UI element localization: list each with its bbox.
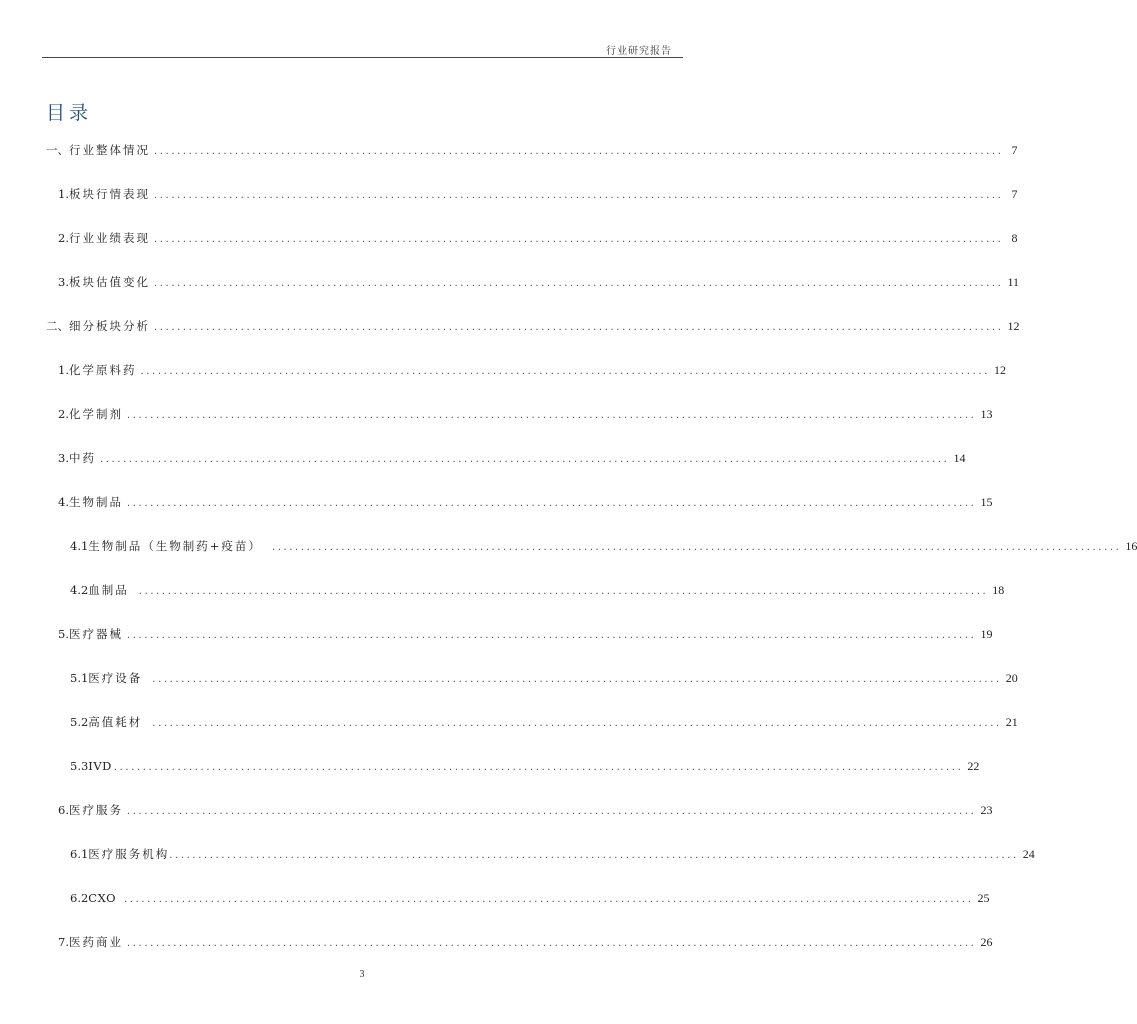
toc-entry-label: 血制品: [88, 583, 129, 597]
toc-entry-label: 中药: [68, 451, 96, 465]
toc-dot-leader: ...................................................................................................................................................: [152, 718, 1002, 729]
toc-entry-number: 3.: [58, 451, 69, 465]
toc-dot-leader: ...................................................................................................................................................: [126, 938, 977, 949]
toc-dot-leader: ...................................................................................................................................................: [154, 146, 1004, 157]
toc-entry-page: 19: [980, 627, 993, 641]
toc-entry[interactable]: [58, 229, 1018, 247]
toc-entry[interactable]: [58, 933, 993, 951]
toc-entry[interactable]: [58, 273, 1020, 291]
toc-entry-label: CXO: [88, 891, 117, 905]
toc-entry-label: 化学原料药: [68, 363, 137, 377]
toc-entry-number: 5.2: [70, 715, 89, 729]
toc-dot-leader: ...................................................................................................................................................: [126, 410, 977, 421]
toc-entry-label: 医疗器械: [68, 627, 123, 641]
toc-dot-leader: ...................................................................................................................................................: [153, 190, 1004, 201]
toc-entry-page: 7: [1011, 187, 1018, 201]
toc-entry[interactable]: [58, 449, 966, 467]
toc-entry[interactable]: [70, 889, 990, 907]
toc-dot-leader: ...................................................................................................................................................: [138, 586, 989, 597]
toc-entry-label: 行业业绩表现: [68, 231, 150, 245]
toc-entry-page: 7: [1011, 143, 1018, 157]
toc-entry-number: 二、: [46, 319, 69, 333]
toc-entry-number: 1.: [58, 363, 69, 377]
toc-entry-label: 板块行情表现: [68, 187, 150, 201]
toc-entry-page: 18: [992, 583, 1005, 597]
toc-entry[interactable]: [70, 669, 1018, 687]
toc-entry-number: 7.: [58, 935, 69, 949]
toc-entry-page: 12: [1007, 319, 1020, 333]
toc-entry-page: 13: [980, 407, 993, 421]
toc-entry[interactable]: [70, 845, 1035, 863]
toc-entry[interactable]: [58, 625, 993, 643]
page-number: 3: [359, 969, 365, 980]
toc-entry[interactable]: [70, 581, 1005, 599]
toc-entry-page: 23: [980, 803, 993, 817]
toc-dot-leader: ...................................................................................................................................................: [126, 630, 977, 641]
toc-dot-leader: ...................................................................................................................................................: [99, 454, 950, 465]
toc-entry-page: 15: [980, 495, 993, 509]
toc-dot-leader: ...................................................................................................................................................: [140, 366, 990, 377]
toc-entry-page: 11: [1007, 275, 1020, 289]
toc-entry-number: 5.3: [70, 759, 89, 773]
toc-entry-label: IVD: [88, 759, 112, 773]
toc-entry[interactable]: [70, 537, 1137, 555]
toc-dot-leader: ...................................................................................................................................................: [153, 234, 1004, 245]
toc-entry-label: 板块估值变化: [68, 275, 150, 289]
toc-dot-leader: ...................................................................................................................................................: [169, 850, 1019, 861]
toc-entry-label: 医疗服务机构: [88, 847, 170, 861]
toc-entry-page: 16: [1125, 539, 1137, 553]
toc-entry-page: 12: [993, 363, 1006, 377]
toc-dot-leader: ...................................................................................................................................................: [126, 498, 977, 509]
toc-entry-number: 2.: [58, 407, 69, 421]
toc-entry[interactable]: [46, 317, 1020, 335]
toc-entry[interactable]: [46, 141, 1018, 159]
toc-dot-leader: ...................................................................................................................................................: [153, 278, 1004, 289]
toc-entry[interactable]: [70, 713, 1018, 731]
toc-entry-number: 4.1: [70, 539, 89, 553]
toc-entry[interactable]: [58, 493, 993, 511]
toc-entry-number: 6.: [58, 803, 69, 817]
toc-entry-number: 3.: [58, 275, 69, 289]
toc-entry-label: 细分板块分析: [69, 319, 150, 333]
toc-entry-number: 6.1: [70, 847, 89, 861]
toc-entry-label: 生物制品（生物制药+疫苗）: [88, 539, 262, 553]
toc-entry-label: 行业整体情况: [69, 143, 150, 157]
toc-entry-label: 医药商业: [68, 935, 123, 949]
toc-entry-number: 1.: [58, 187, 69, 201]
report-type-label: 行业研究报告: [606, 46, 672, 57]
toc-entry-number: 6.2: [70, 891, 89, 905]
toc-dot-leader: ...................................................................................................................................................: [271, 542, 1122, 553]
toc-entry-page: 26: [980, 935, 993, 949]
toc-entry-number: 一、: [46, 143, 69, 157]
toc-entry-label: 医疗服务: [68, 803, 123, 817]
toc-entry-page: 8: [1011, 231, 1018, 245]
toc-entry-label: 化学制剂: [68, 407, 123, 421]
toc-entry[interactable]: [58, 405, 993, 423]
toc-entry[interactable]: [58, 361, 1006, 379]
toc-entry-page: 14: [953, 451, 966, 465]
toc-entry[interactable]: [58, 801, 993, 819]
toc-dot-leader: ...................................................................................................................................................: [113, 762, 964, 773]
toc-dot-leader: ...................................................................................................................................................: [154, 322, 1004, 333]
toc-entry-page: 21: [1005, 715, 1018, 729]
toc-dot-leader: ...................................................................................................................................................: [152, 674, 1002, 685]
toc-entry[interactable]: [70, 757, 980, 775]
toc-entry-label: 高值耗材: [88, 715, 143, 729]
toc-entry-number: 5.1: [70, 671, 89, 685]
toc-entry-label: 生物制品: [68, 495, 123, 509]
toc-entry-page: 22: [967, 759, 980, 773]
toc-entry-number: 4.2: [70, 583, 89, 597]
toc-entry-number: 4.: [58, 495, 69, 509]
toc-entry-page: 25: [977, 891, 990, 905]
toc-entry-number: 2.: [58, 231, 69, 245]
toc-entry[interactable]: [58, 185, 1018, 203]
toc-entry-label: 医疗设备: [88, 671, 143, 685]
toc-entry-number: 5.: [58, 627, 69, 641]
toc-title: 目录: [46, 102, 93, 124]
toc-entry-page: 20: [1005, 671, 1018, 685]
toc-dot-leader: ...................................................................................................................................................: [124, 894, 974, 905]
toc-entry-page: 24: [1022, 847, 1035, 861]
toc-dot-leader: ...................................................................................................................................................: [126, 806, 977, 817]
